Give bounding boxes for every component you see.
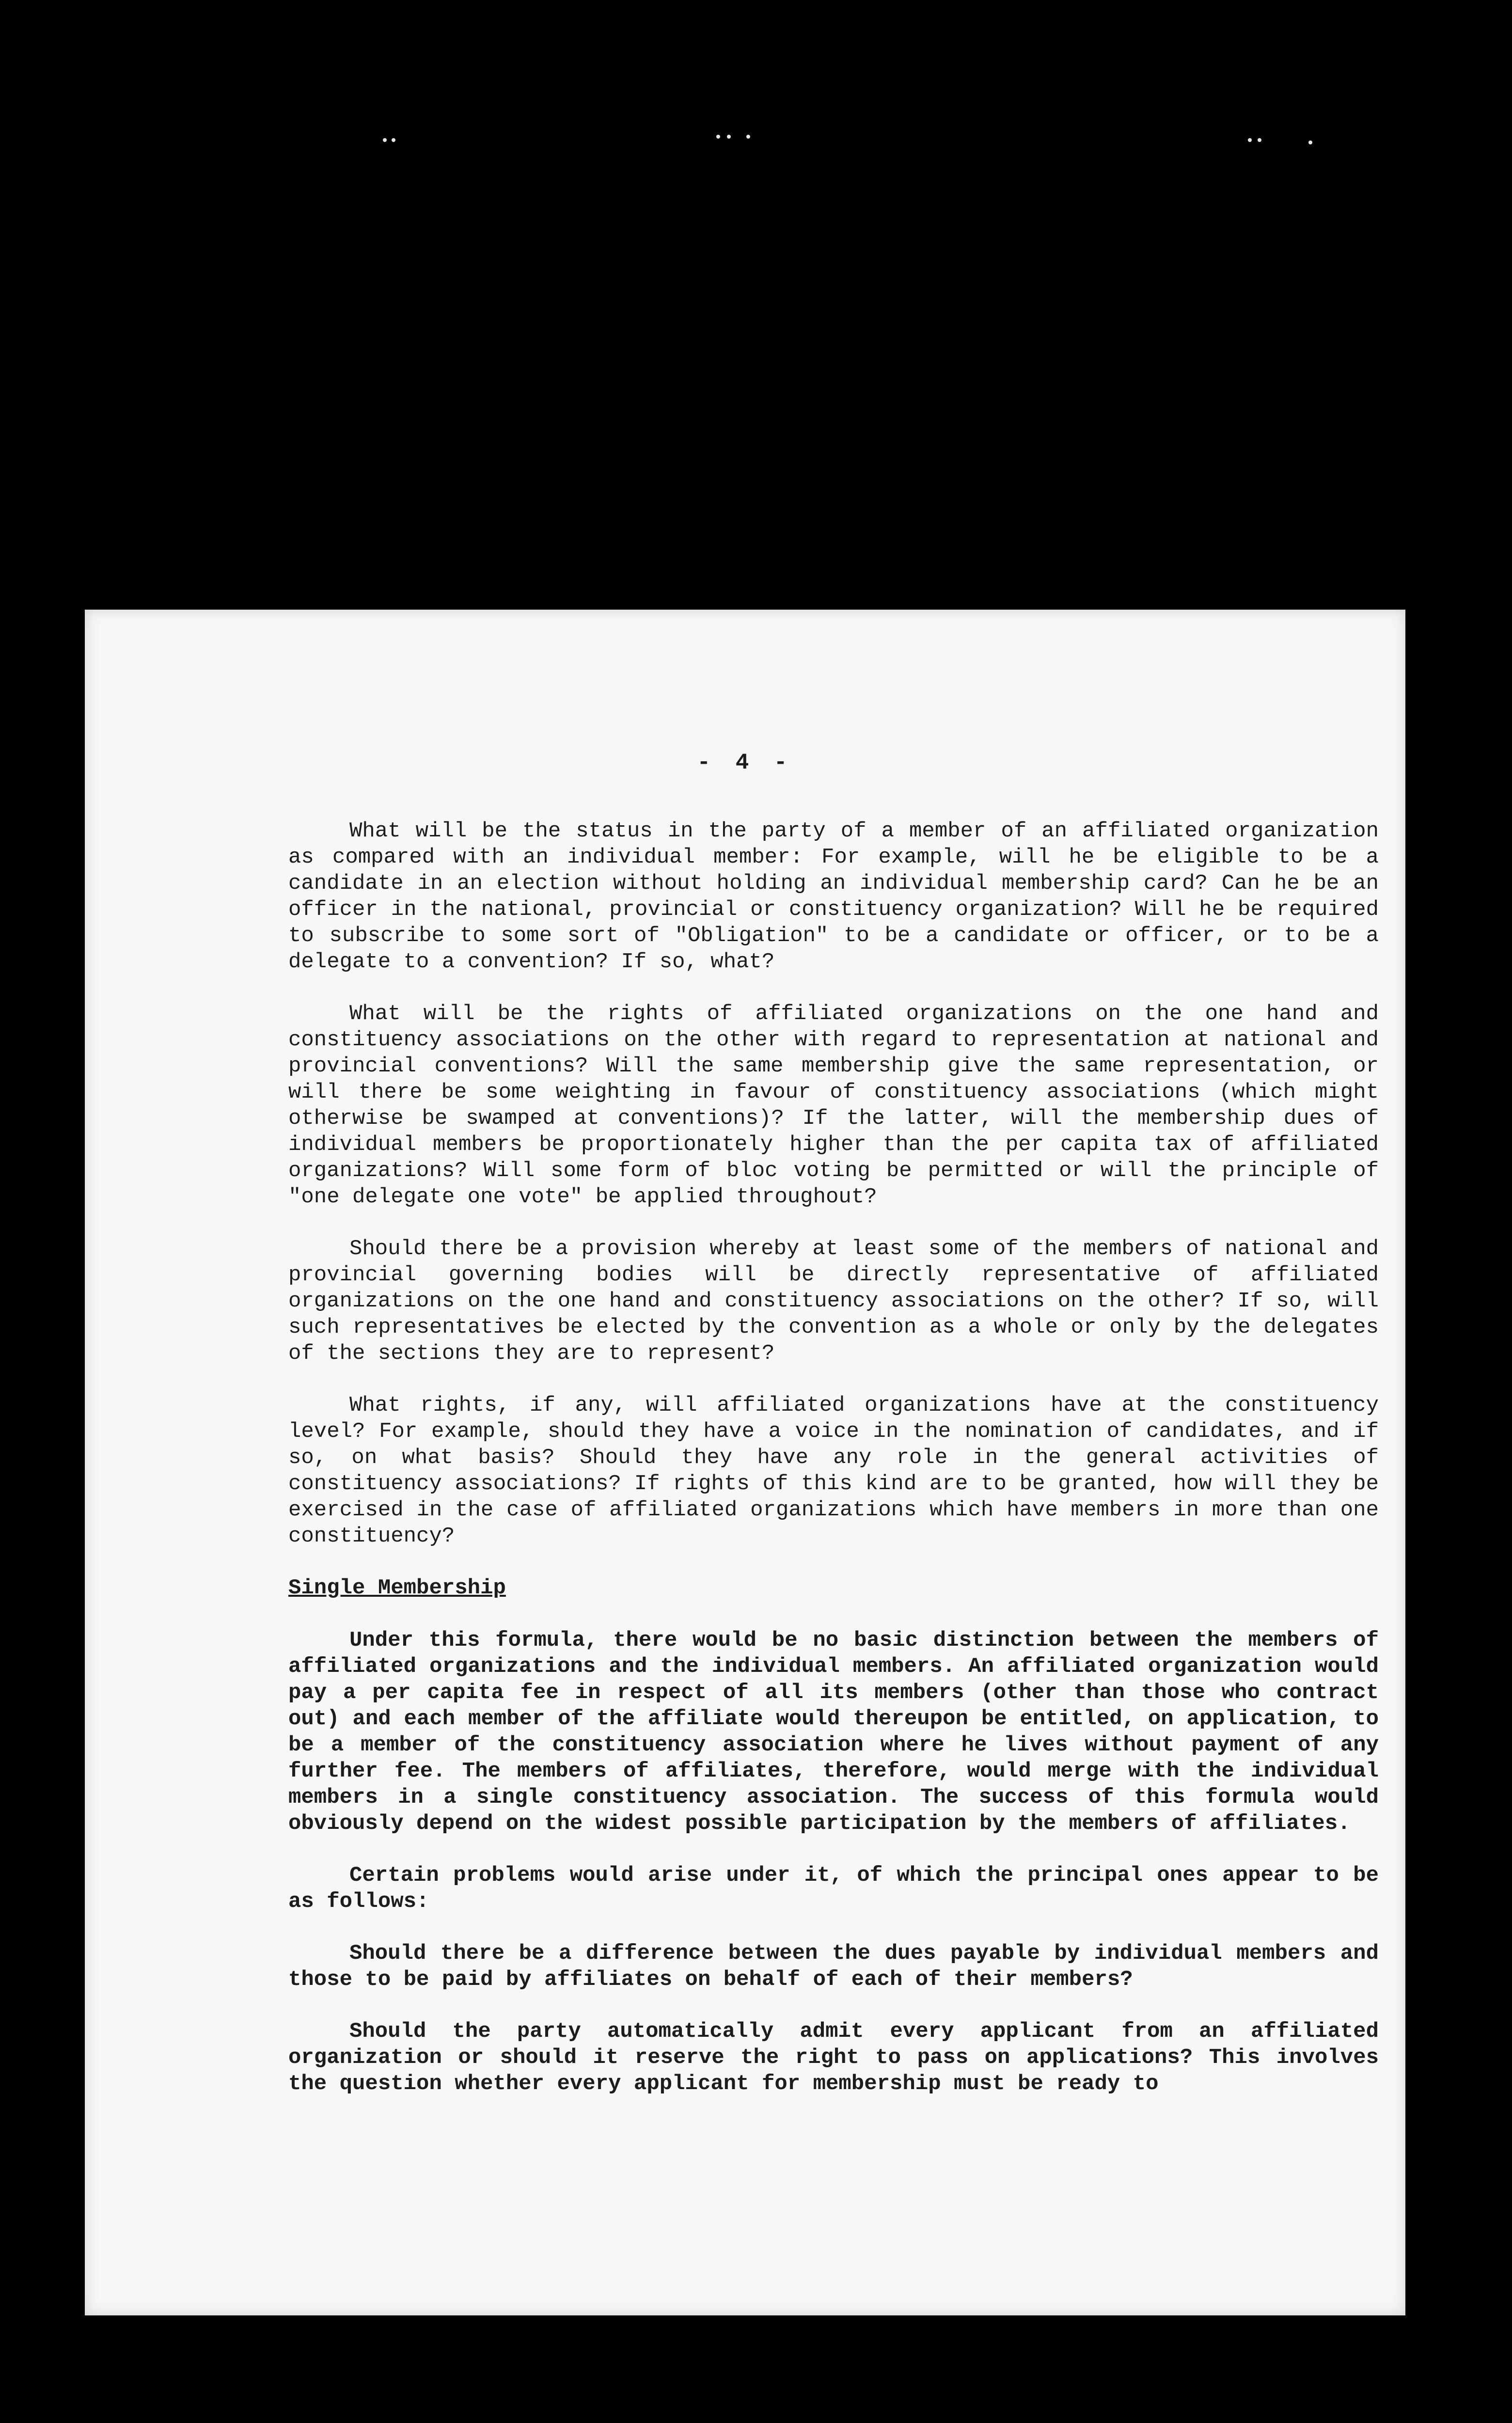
film-speck xyxy=(1248,138,1252,142)
film-speck xyxy=(746,135,750,139)
film-speck xyxy=(383,138,387,142)
document-page xyxy=(85,610,1405,2315)
page-number: - 4 - xyxy=(697,750,793,775)
section-heading: Single Membership xyxy=(288,1576,506,1600)
paragraph: Certain problems would arise under it, of which the principal ones appear to be as follows: xyxy=(288,1863,1379,1914)
paragraph: Should there be a difference between the dues payable by individual members and those to be paid by affiliates on behalf of each of their members? xyxy=(288,1941,1379,1992)
paragraph: What rights, if any, will affiliated organizations have at the constituency level? For example, should they have a voice in the nomination of candidates, and if so, on what basis? Should they have any role in the general activities of constituency associations? If rights of this kind are to be granted, how will they be exercised in the case of affiliated organizations which have members in more than one constituency? xyxy=(288,1393,1379,1548)
paragraph: Should the party automatically admit every applicant from an affiliated organization or should it reserve the right to pass on applications? This involves the question whether every applicant for membership must be ready to xyxy=(288,2019,1379,2096)
film-speck xyxy=(727,135,731,139)
film-speck xyxy=(1258,138,1261,142)
paragraph: What will be the status in the party of a member of an affiliated organization as compared with an individual member: For example, will he be eligible to be a candidate in an election without holding an individual membership card? Can he be an officer in the national, provincial or constituency organization? Will he be required to subscribe to some sort of "Obligation" to be a candidate or officer, or to be a delegate to a convention? If so, what? xyxy=(288,819,1379,974)
paragraph: Under this formula, there would be no basic distinction between the members of affiliated organizations and the individual members. An affiliated organization would pay a per capita fee in respect of all its members (other than those who contract out) and each member of the affiliate would thereupon be entitled, on application, to be a member of the constituency association where he lives without payment of any further fee. The members of affiliates, therefore, would merge with the individual members in a single constituency association. The success of this formula would obviously depend on the widest possible participation by the members of affiliates. xyxy=(288,1628,1379,1836)
film-speck xyxy=(1308,141,1312,144)
paragraph: What will be the rights of affiliated organizations on the one hand and constituency associations on the other with regard to representation at national and provincial conventions? Will the same membership give the same representation, or will there be some weighting in favour of constituency associations (which might otherwise be swamped at conventions)? If the latter, will the membership dues of individual members be proportionately higher than the per capita tax of affiliated organizations? Will some form of bloc voting be permitted or will the principle of "one delegate one vote" be applied throughout? xyxy=(288,1002,1379,1209)
film-speck xyxy=(392,138,395,142)
paragraph: Should there be a provision whereby at least some of the members of national and provincial governing bodies will be directly representative of affiliated organizations on the one hand and constituency associations on the other? If so, will such representatives be elected by the convention as a whole or only by the delegates of the sections they are to represent? xyxy=(288,1237,1379,1366)
document-body xyxy=(288,818,1379,2097)
film-speck xyxy=(716,135,720,139)
